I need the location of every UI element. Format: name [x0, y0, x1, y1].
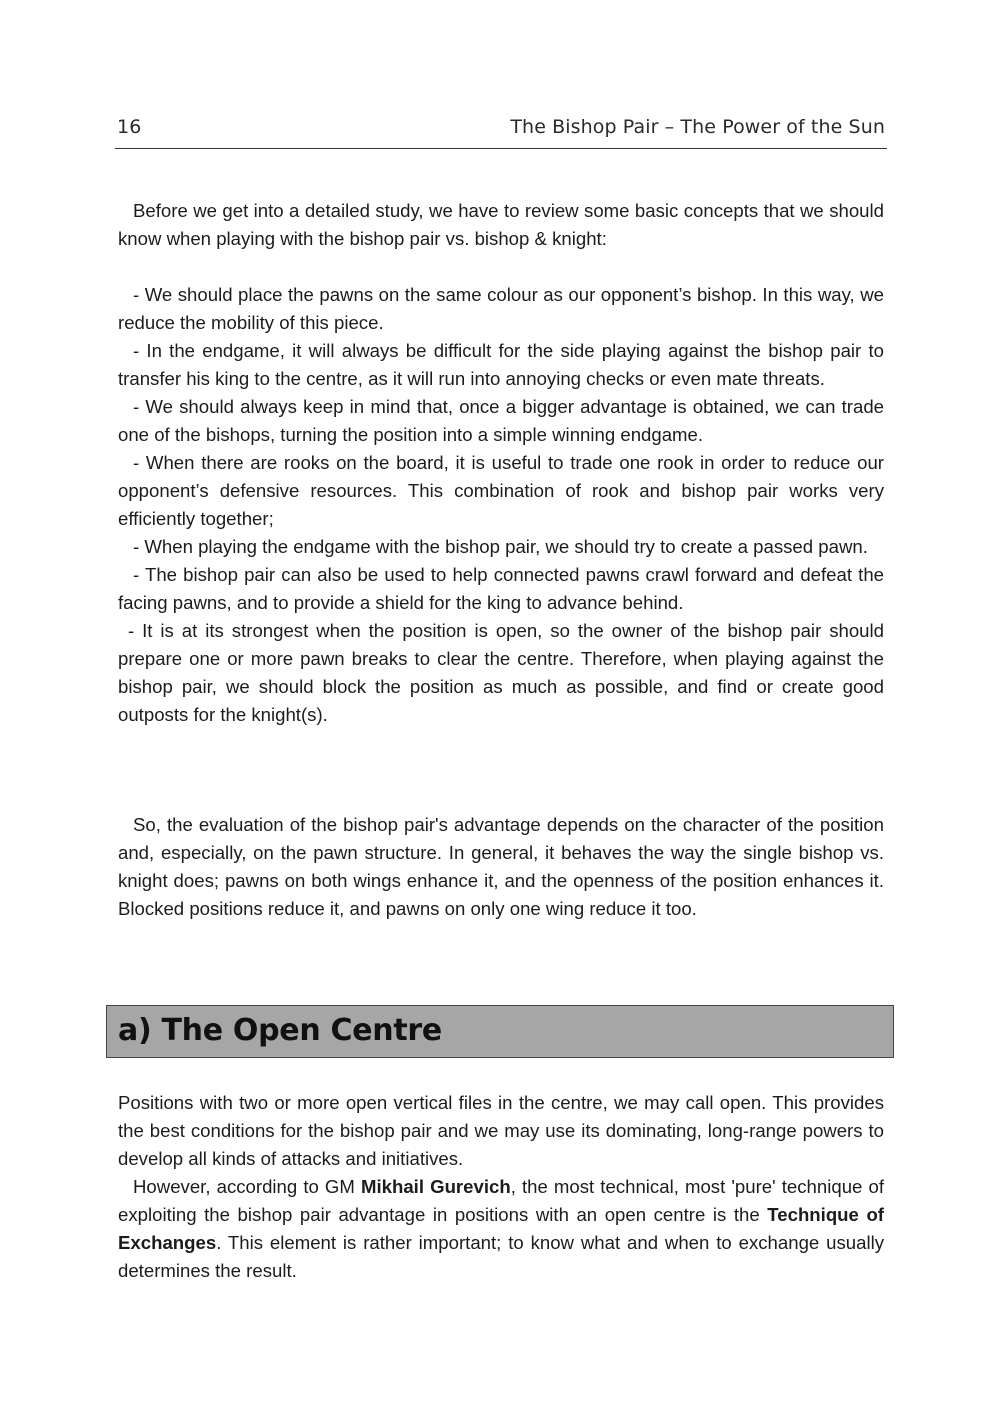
open-centre-paragraph-2 — [118, 1173, 884, 1285]
list-item: - We should place the pawns on the same colour as our opponent’s bishop. In this way, we reduce the mobility of this piece. — [118, 284, 884, 333]
concept-list — [118, 281, 884, 729]
page-number: 16 — [117, 116, 142, 138]
gm-name: Mikhail Gurevich — [360, 1176, 511, 1197]
section-heading-bar — [106, 1005, 894, 1058]
para2-text-end: . This element is rather important; to know what and when to exchange usually determines the result. — [118, 1232, 884, 1281]
section-title: a) The Open Centre — [118, 1013, 442, 1048]
open-centre-text — [118, 1089, 884, 1285]
running-title: The Bishop Pair – The Power of the Sun — [510, 116, 885, 138]
intro-paragraph-block — [118, 197, 884, 253]
para2-text-middle: , the most technical, most 'pure' technique of exploiting the bishop pair advantage in positions with an open centre is the — [118, 1176, 884, 1225]
list-item: - In the endgame, it will always be difficult for the side playing against the bishop pair to transfer his king to the centre, as it will run into annoying checks or even mate threats. — [118, 340, 884, 389]
technique-term: Technique of Exchanges — [118, 1204, 884, 1253]
summary-paragraph: So, the evaluation of the bishop pair's advantage depends on the character of the position and, especially, on the pawn structure. In general, it behaves the way the single bishop vs. knight does; pawns on both wings enhance it, and the openness of the position enhances it. Blocked positions reduce it, and pawns on only one wing reduce it too. — [118, 814, 884, 919]
intro-paragraph: Before we get into a detailed study, we have to review some basic concepts that we should know when playing with the bishop pair vs. bishop & knight: — [118, 200, 884, 249]
list-item: - When there are rooks on the board, it is useful to trade one rook in order to reduce our opponent’s defensive resources. This combination of rook and bishop pair works very efficiently together; — [118, 452, 884, 529]
summary-paragraph-block — [118, 811, 884, 923]
para2-text-start: However, according to GM — [133, 1176, 361, 1197]
list-item: - It is at its strongest when the position is open, so the owner of the bishop pair should prepare one or more pawn breaks to clear the centre. Therefore, when playing against the bishop pair, we should block the position as much as possible, and find or create good outposts for the knight(s). — [118, 620, 884, 725]
open-centre-paragraph-1: Positions with two or more open vertical files in the centre, we may call open. This provides the best conditions for the bishop pair and we may use its dominating, long-range powers to develop all kinds of attacks and initiatives. — [118, 1092, 884, 1169]
list-item: - When playing the endgame with the bishop pair, we should try to create a passed pawn. — [133, 536, 868, 557]
page-header — [115, 112, 887, 149]
list-item: - We should always keep in mind that, once a bigger advantage is obtained, we can trade one of the bishops, turning the position into a simple winning endgame. — [118, 396, 884, 445]
list-item: - The bishop pair can also be used to help connected pawns crawl forward and defeat the facing pawns, and to provide a shield for the king to advance behind. — [118, 564, 884, 613]
